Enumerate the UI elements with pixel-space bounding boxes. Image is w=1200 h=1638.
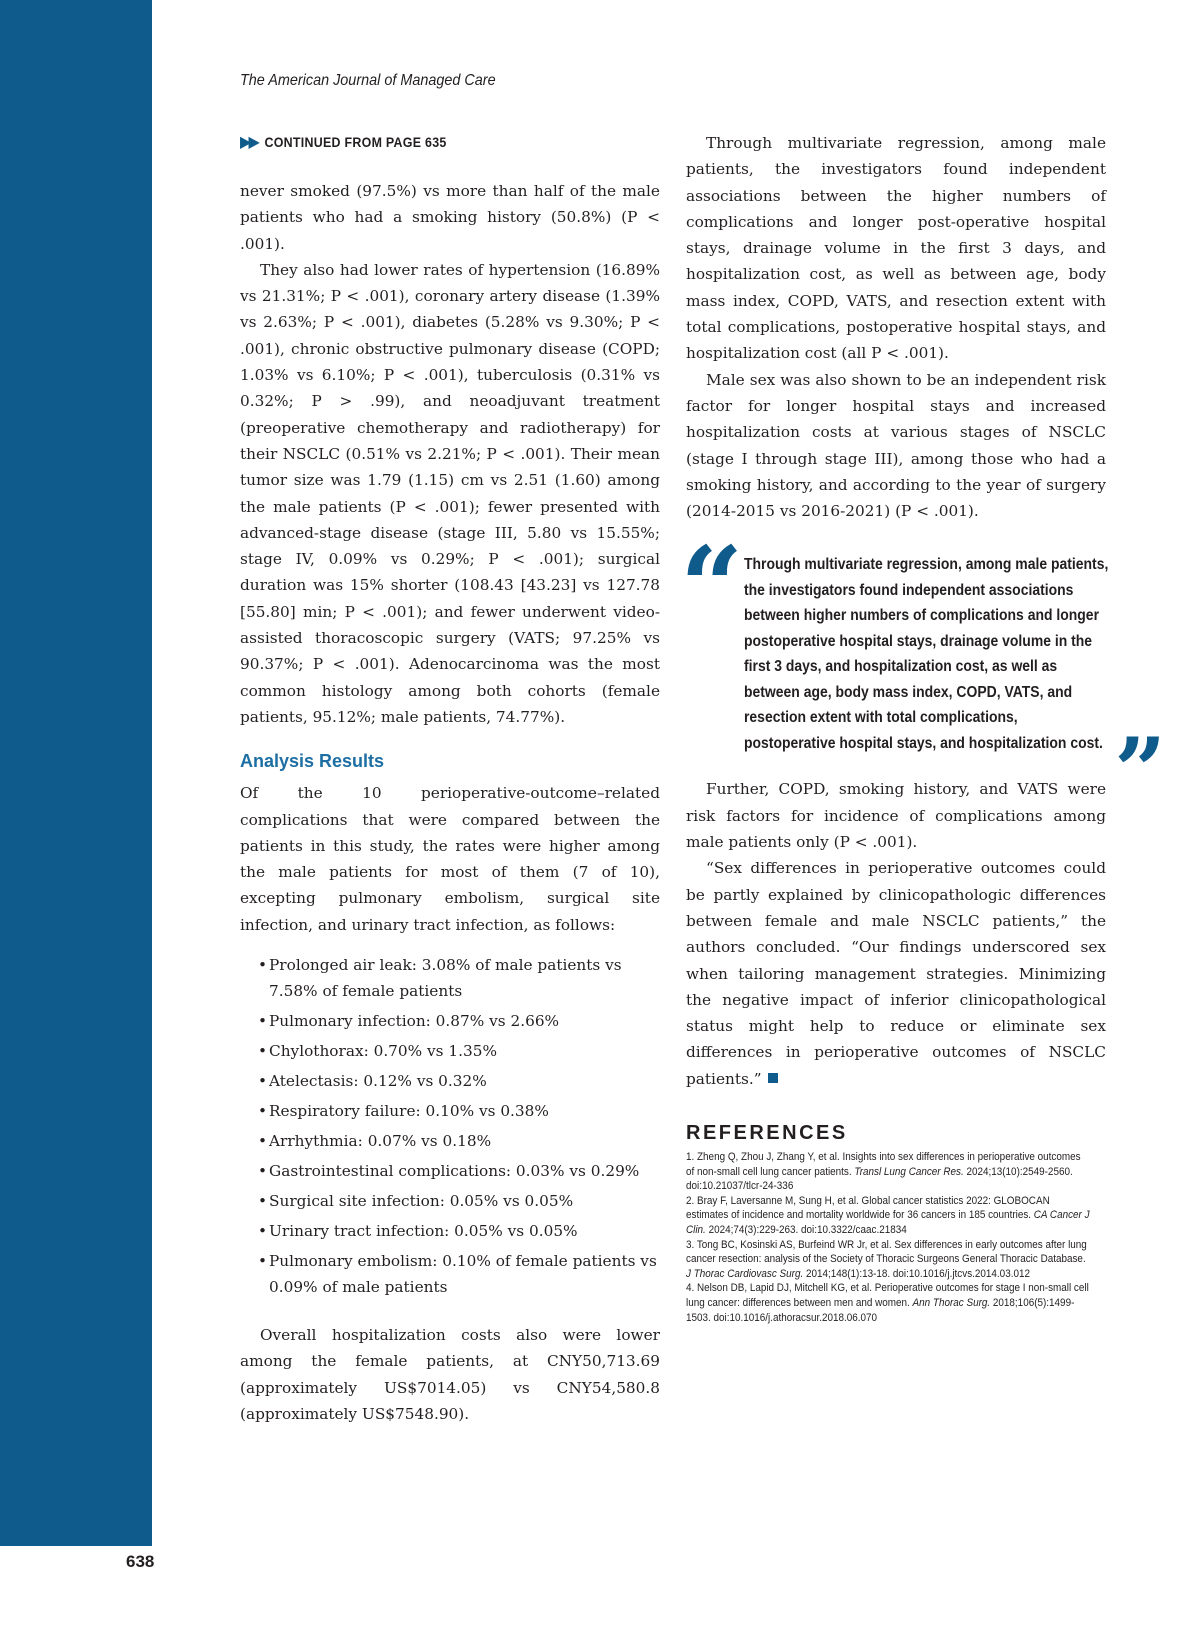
right-column (680, 130, 1166, 1325)
left-column (240, 130, 660, 1427)
list-item: • Surgical site infection: 0.05% vs 0.05% (260, 1188, 660, 1214)
continued-text: CONTINUED FROM PAGE 635 (264, 135, 447, 150)
closing-quote-paragraph: “Sex differences in perioperative outcomes could be partly explained by clinicopathologic differences between female and male NSCLC patients,” the authors concluded. “Our findings underscored sex when tailoring management strategies. Minimizing the negative impact of inferior clinicopathological status might help to reduce or eliminate sex differences in perioperative outcomes of NSCLC patients.” (686, 859, 1106, 1088)
list-item: • Urinary tract infection: 0.05% vs 0.05% (260, 1218, 660, 1244)
double-chevron-right-icon: ▶▶ (240, 134, 258, 151)
list-item: • Respiratory failure: 0.10% vs 0.38% (260, 1098, 660, 1124)
open-quote-icon: “ (680, 522, 744, 652)
list-item: • Pulmonary embolism: 0.10% of female patients vs 0.09% of male patients (260, 1248, 660, 1300)
complication-list (240, 952, 660, 1300)
list-item: • Chylothorax: 0.70% vs 1.35% (260, 1038, 660, 1064)
continued-from-label[interactable] (240, 130, 626, 156)
reference-item: 4. Nelson DB, Lapid DJ, Mitchell KG, et al. Perioperative outcomes for stage I non-small cell lung cancer: differences between men and women. Ann Thorac Surg. 2018;106(5):1499-1503. doi:10.1016/j.athoracsur.2018.06.070 (686, 1282, 1089, 1324)
list-item: • Prolonged air leak: 3.08% of male patients vs 7.58% of female patients (260, 952, 660, 1004)
pull-quote-text: Through multivariate regression, among male patients, the investigators found independent associations between higher numbers of complications and longer postoperative hospital stays, drainage volume in the first 3 days, and hospitalization cost, as well as between age, body mass index, COPD, VATS, and resection extent with total complications, postoperative hospital stays, and hospitalization cost. (744, 556, 1109, 752)
reference-item: 2. Bray F, Laversanne M, Sung H, et al. Global cancer statistics 2022: GLOBOCAN estimates of incidence and mortality worldwide for 36 cancers in 185 countries. CA Cancer J Clin. 2024;74(3):229-263. doi:10.3322/caac.21834 (686, 1194, 1090, 1236)
references-heading: REFERENCES (686, 1122, 848, 1145)
list-item: • Pulmonary infection: 0.87% vs 2.66% (260, 1008, 660, 1034)
journal-title: The American Journal of Managed Care (240, 72, 496, 89)
section-heading: Analysis Results (240, 751, 385, 772)
reference-item: 3. Tong BC, Kosinski AS, Burfeind WR Jr, et al. Sex differences in early outcomes after lung cancer resection: analysis of the Society of Thoracic Surgeons General Thoracic Database. J Thorac Cardiovasc Surg. 2014;148(1):13-18. doi:10.1016/j.jtcvs.2014.03.012 (686, 1238, 1087, 1280)
paragraph: Overall hospitalization costs also were lower among the female patients, at CNY50,713.69 (approximately US$7014.05) vs CNY54,580.8 (approximately US$7548.90). (240, 1326, 660, 1423)
list-item: • Arrhythmia: 0.07% vs 0.18% (260, 1128, 660, 1154)
paragraph: Of the 10 perioperative-outcome–related complications that were compared between the patients in this study, the rates were higher among the male patients for most of them (7 of 10), excepting pulmonary embolism, surgical site infection, and urinary tract infection, as follows: (240, 784, 660, 934)
list-item: • Gastrointestinal complications: 0.03% vs 0.29% (260, 1158, 660, 1184)
close-quote-icon: ” (1114, 718, 1166, 825)
paragraph: never smoked (97.5%) vs more than half of the male patients who had a smoking history (50.8%) (P < .001). (240, 182, 660, 253)
sidebar-color-band (0, 0, 152, 1546)
page-number: 638 (126, 1552, 155, 1571)
references-list (686, 1150, 1091, 1325)
list-item: • Atelectasis: 0.12% vs 0.32% (260, 1068, 660, 1094)
paragraph: Male sex was also shown to be an independent risk factor for longer hospital stays and increased hospitalization costs at various stages of NSCLC (stage I through stage III), among those who had a smoking history, and according to the year of surgery (2014-2015 vs 2016-2021) (P < .001). (686, 370, 1106, 521)
paragraph (686, 855, 1106, 1092)
end-mark-icon (768, 1073, 778, 1083)
paragraph: Through multivariate regression, among male patients, the investigators found independent associations between the higher numbers of complications and longer post-operative hospital stays, drainage volume in the first 3 days, and hospitalization cost, as well as between age, body mass index, COPD, VATS, and resection extent with total complications, postoperative hospital stays, and hospitalization cost (all P < .001). (686, 134, 1106, 363)
reference-item: 1. Zheng Q, Zhou J, Zhang Y, et al. Insights into sex differences in perioperative outcomes of non-small cell lung cancer patients. Transl Lung Cancer Res. 2024;13(10):2549-2560. doi:10.21037/tlcr-24-336 (686, 1151, 1081, 1193)
paragraph: Further, COPD, smoking history, and VATS were risk factors for incidence of complications among male patients only (P < .001). (686, 780, 1106, 852)
paragraph: They also had lower rates of hypertension (16.89% vs 21.31%; P < .001), coronary artery disease (1.39% vs 2.63%; P < .001), diabetes (5.28% vs 9.30%; P < .001), chronic obstructive pulmonary disease (COPD; 1.03% vs 6.10%; P < .001), tuberculosis (0.31% vs 0.32%; P > .99), and neoadjuvant treatment (preoperative chemotherapy and radiotherapy) for their NSCLC (0.51% vs 2.21%; P < .001). Their mean tumor size was 1.79 (1.15) cm vs 2.51 (1.60) among the male patients (P < .001); fewer presented with advanced-stage disease (stage III, 5.80 vs 15.55%; stage IV, 0.09% vs 0.29%; P < .001); surgical duration was 15% shorter (108.43 [43.23] vs 127.78 [55.80] min; P < .001); and fewer underwent video-assisted thoracoscopic surgery (VATS; 97.25% vs 90.37%; P < .001). Adenocarcinoma was the most common histology among both cohorts (female patients, 95.12%; male patients, 74.77%). (240, 260, 660, 726)
